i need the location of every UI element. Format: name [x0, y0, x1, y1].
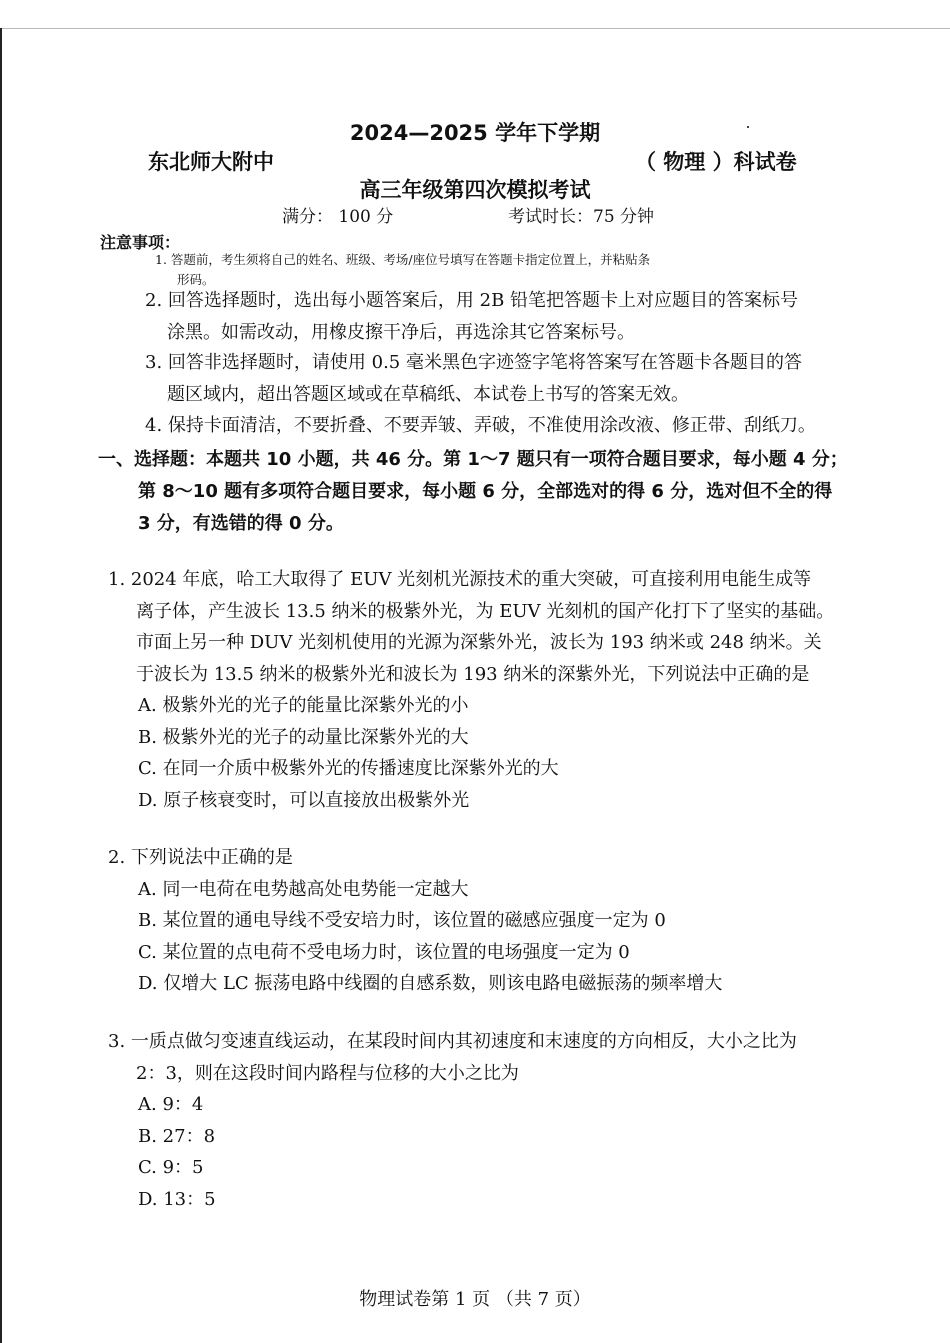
option-b: B. 极紫外光的光子的动量比深紫外光的大: [138, 726, 469, 748]
question-stem-line: 2：3，则在这段时间内路程与位移的大小之比为: [136, 1062, 519, 1084]
option-d: D. 13：5: [138, 1188, 216, 1210]
exam-duration: 考试时长：75 分钟: [508, 207, 655, 227]
notice-item-3: [145, 347, 860, 411]
option-c: C. 9：5: [138, 1157, 204, 1178]
question-1: [108, 564, 858, 816]
option-a: A. 极紫外光的光子的能量比深紫外光的小: [138, 695, 469, 716]
exam-year-term: 2024—2025 学年下学期: [349, 121, 601, 145]
notice-item-3-line-1: 3. 回答非选择题时，请使用 0.5 毫米黑色字迹签字笔将答案写在答题卡各题目的答: [145, 352, 802, 373]
question-stem-line: 离子体，产生波长 13.5 纳米的极紫外光，为 EUV 光刻机的国产化打下了坚实的基础。: [136, 600, 835, 622]
notice-item-1: [155, 250, 815, 290]
notice-item-4: [145, 410, 860, 442]
full-score: 满分： 100 分: [282, 207, 394, 227]
notice-item-2-line-2: 涂黑。如需改动，用橡皮擦干净后，再选涂其它答案标号。: [167, 322, 635, 343]
question-stem-line: 3. 一质点做匀变速直线运动，在某段时间内其初速度和末速度的方向相反，大小之比为: [108, 1031, 797, 1052]
question-stem-line: 2. 下列说法中正确的是: [108, 847, 293, 868]
section-line-1: 一、选择题：本题共 10 小题，共 46 分。第 1～7 题只有一项符合题目要求，每小题 4 分；: [98, 449, 848, 470]
question-3: [108, 1026, 858, 1215]
option-c: C. 在同一介质中极紫外光的传播速度比深紫外光的大: [138, 758, 559, 779]
option-b: B. 某位置的通电导线不受安培力时，该位置的磁感应强度一定为 0: [138, 910, 666, 931]
page-left-border: [0, 28, 2, 1343]
school-name: 东北师大附中: [148, 150, 274, 174]
section-instructions: [98, 444, 858, 540]
option-c: C. 某位置的点电荷不受电场力时，该位置的电场强度一定为 0: [138, 941, 630, 963]
question-stem-line: 1. 2024 年底，哈工大取得了 EUV 光刻机光源技术的重大突破，可直接利用电能生成等: [108, 569, 812, 590]
notice-item-2: [145, 285, 860, 349]
page-footer: 物理试卷第 1 页 （共 7 页）: [359, 1289, 591, 1310]
notice-item-1-line-2: 形码。: [177, 272, 215, 287]
option-b: B. 27：8: [138, 1125, 216, 1147]
notice-item-1-line-1: 1. 答题前，考生须将自己的姓名、班级、考场/座位号填写在答题卡指定位置上，并粘贴条: [155, 252, 651, 267]
page-top-edge: [0, 28, 950, 29]
question-stem-line: 市面上另一种 DUV 光刻机使用的光源为深紫外光，波长为 193 纳米或 248 纳米。关: [136, 632, 822, 653]
section-line-2: 第 8～10 题有多项符合题目要求，每小题 6 分，全部选对的得 6 分，选对但不全的得: [138, 481, 833, 502]
section-line-3: 3 分，有选错的得 0 分。: [138, 513, 344, 534]
notice-item-4-line-1: 4. 保持卡面清洁，不要折叠、不要弄皱、弄破，不准使用涂改液、修正带、刮纸刀。: [145, 415, 816, 436]
exam-name: 高三年级第四次模拟考试: [359, 178, 591, 202]
question-stem-line: 于波长为 13.5 纳米的极紫外光和波长为 193 纳米的深紫外光，下列说法中正确的是: [136, 663, 810, 685]
option-a: A. 同一电荷在电势越高处电势能一定越大: [138, 878, 469, 900]
notice-item-2-line-1: 2. 回答选择题时，选出每小题答案后，用 2B 铅笔把答题卡上对应题目的答案标号: [145, 290, 799, 311]
notice-title: 注意事项：: [100, 233, 181, 252]
question-2: [108, 842, 858, 1000]
notice-item-3-line-2: 题区域内，超出答题区域或在草稿纸、本试卷上书写的答案无效。: [167, 384, 689, 405]
option-d: D. 原子核衰变时，可以直接放出极紫外光: [138, 789, 470, 811]
option-d: D. 仅增大 LC 振荡电路中线圈的自感系数，则该电路电磁振荡的频率增大: [138, 973, 723, 994]
option-a: A. 9：4: [138, 1094, 204, 1115]
subject-title: （ 物理 ）科试卷: [635, 150, 797, 174]
